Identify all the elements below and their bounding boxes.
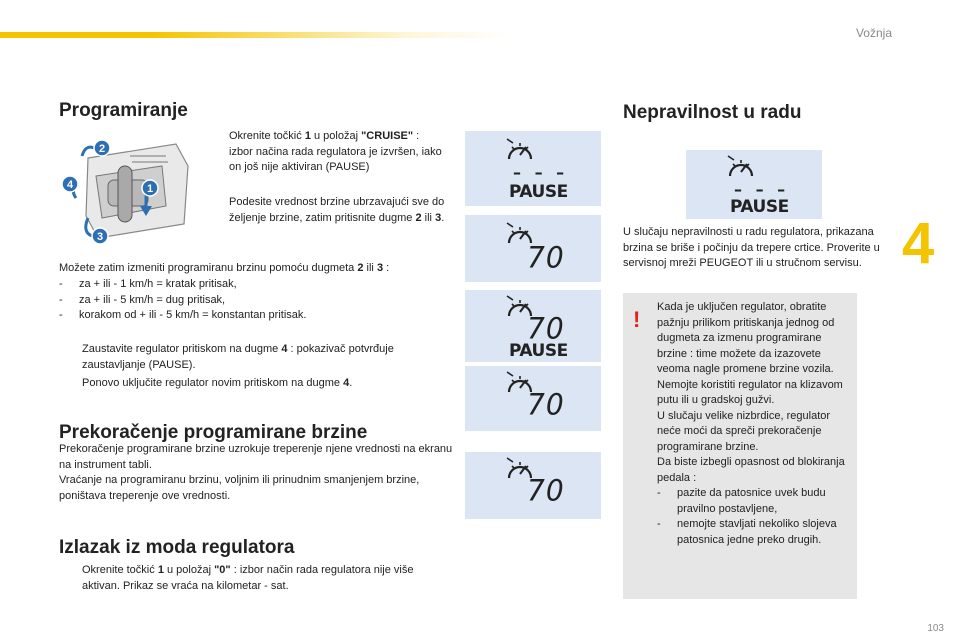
dash-item: - korakom od + ili - 5 km/h = konstantan pritisak. [59, 309, 307, 321]
display-fault-dashes-pause [686, 150, 822, 219]
speedometer-icon [726, 154, 756, 180]
prekoracenje-text: Prekoračenje programirane brzine uzrokuje treperenje njene vrednosti na ekranu na instrument tabli. Vraćanje na programiranu brzinu, voljnim ili prinudnim smanjenjem brzine, poništava treperenje ove vrednosti. [59, 443, 453, 502]
display-speed-70-b [465, 366, 601, 431]
display-speed-70-pause [465, 290, 601, 362]
section-title-izlazak: Izlazak iz moda regulatora [59, 537, 295, 558]
speed-dashes: – – – [734, 180, 790, 199]
nepravilnost-text: U slučaju nepravilnosti u radu regulatora, prikazana brzina se briše i počinju da trepere crtice. Proverite u servisnoj mreži PEUGEOT ili u stručnom servisu. [623, 226, 880, 269]
section-title-programiranje: Programiranje [59, 100, 188, 121]
header-accent-bar [0, 32, 510, 38]
section-title-nepravilnost: Nepravilnost u radu [623, 102, 802, 123]
izlazak-bullet: Okrenite točkić 1 u položaj "0" : izbor način rada regulatora nije više aktivan. Prikaz se vraća na kilometar - sat. [82, 564, 414, 592]
prog-bullet-3: Zaustavite regulator pritiskom na dugme 4 : pokazivač potvrđuje zaustavljanje (PAUSE). [82, 343, 394, 371]
dash-item: - nemojte stavljati nekoliko slojeva patosnica jedne preko drugih. [657, 518, 837, 546]
pause-label: PAUSE [509, 341, 568, 361]
dash-item: - za + ili - 1 km/h = kratak pritisak, [59, 278, 237, 290]
speed-value: 70 [527, 473, 565, 508]
prog-dash-list [59, 277, 449, 324]
display-dashes-pause [465, 131, 601, 206]
chapter-title: Vožnja [855, 26, 892, 40]
display-speed-70-c [465, 452, 601, 519]
pause-label: PAUSE [509, 182, 568, 202]
speedometer-icon [505, 137, 535, 163]
badge-3-label: 3 [96, 231, 104, 243]
warning-text: Kada je uključen regulator, obratite pažnju prilikom pritiskanja jednog od dugmeta za izmenu programirane brzine : time možete da izazovete veoma nagle promene brzine vozila. Nemojte koristiti regulator na klizavom putu ili u gradskoj gužvi. U slučaju velike nizbrdice, regulator neće moći da spreči prekoračenje programirane brzine. Da biste izbegli opasnost od blokiranja pedala : - pazite da patosnice uvek budu pravilno postavljene, - nemojte stavljati nekoliko slojeva patosnica jedne preko drugih. [657, 300, 853, 548]
prog-bullet-1: Okrenite točkić 1 u položaj "CRUISE" : izbor načina rada regulatora je izvršen, iako on još nije aktiviran (PAUSE) [229, 130, 442, 173]
pause-label: PAUSE [730, 197, 789, 217]
speed-value: 70 [527, 387, 565, 422]
prog-intro: Možete zatim izmeniti programiranu brzinu pomoću dugmeta 2 ili 3 : [59, 262, 390, 274]
speed-value: 70 [527, 311, 565, 346]
warning-exclamation-icon: ! [633, 307, 641, 332]
badge-4-label: 4 [66, 179, 74, 191]
dash-item: - pazite da patosnice uvek budu pravilno postavljene, [657, 487, 826, 515]
chapter-number: 4 [902, 211, 935, 276]
cruise-control-stalk-illustration [58, 136, 194, 246]
prog-bullet-2: Podesite vrednost brzine ubrzavajući sve do željenje brzine, zatim pritisnite dugme 2 ili 3. [229, 196, 445, 224]
section-title-prekoracenje: Prekoračenje programirane brzine [59, 422, 368, 443]
badge-1-label: 1 [146, 183, 154, 195]
page-number: 103 [927, 623, 944, 634]
dash-item: - za + ili - 5 km/h = dug pritisak, [59, 293, 226, 306]
display-speed-70 [465, 215, 601, 282]
speed-dashes: – – – [513, 163, 569, 182]
prog-bullet-4: Ponovo uključite regulator novim pritiskom na dugme 4. [82, 377, 353, 389]
badge-2-label: 2 [98, 143, 106, 155]
speed-value: 70 [527, 240, 565, 275]
